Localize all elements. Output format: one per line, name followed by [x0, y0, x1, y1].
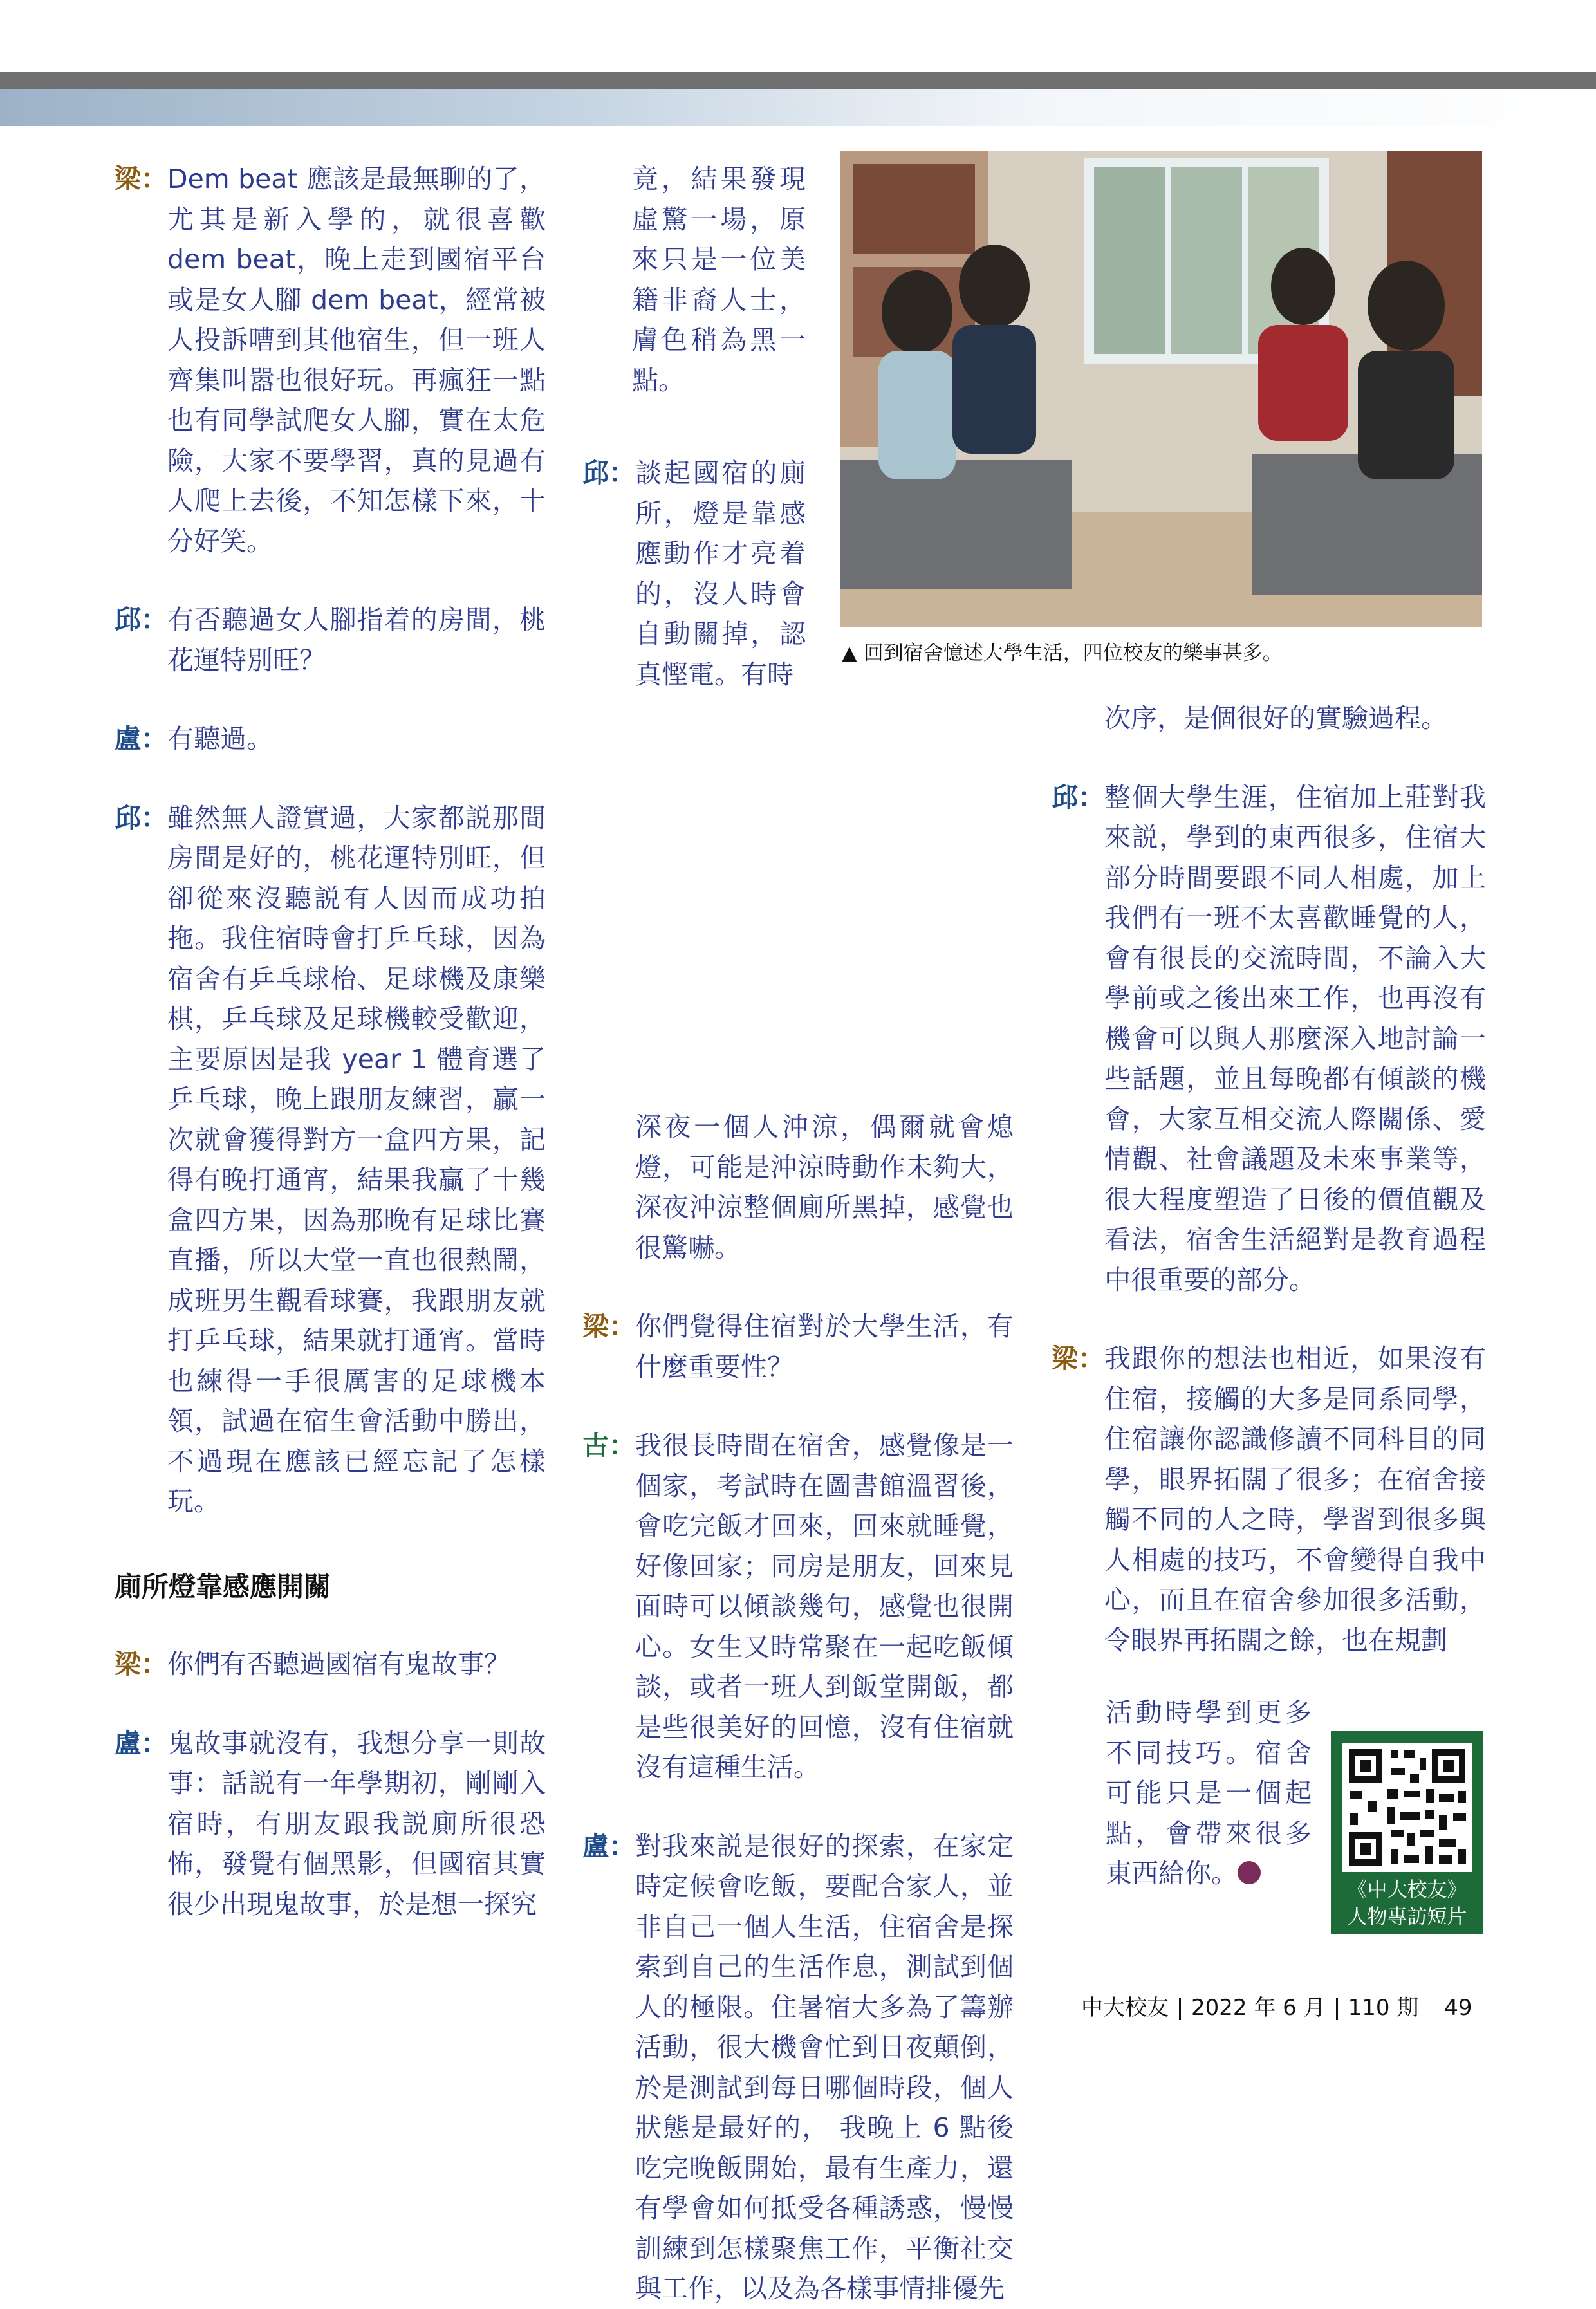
speaker-liang: 梁：: [1052, 1343, 1104, 1374]
dialogue-entry: [1052, 777, 1486, 1301]
dialogue-entry: [1052, 698, 1486, 739]
qr-panel[interactable]: [1331, 1731, 1483, 1934]
qr-code-icon[interactable]: [1342, 1743, 1472, 1872]
page-number: 49: [1444, 1995, 1472, 2021]
dialogue-text: 雖然無人證實過，大家都説那間房間是好的，桃花運特別旺，但卻從來沒聽説有人因而成功拍拖。我住宿時會打乒乓球，因為宿舍有乒乓球枱、足球機及康樂棋，乒乓球及足球機較受歡迎，主要原因是我 year 1 體育選了乒乓球，晚上跟朋友練習，贏一次就會獲得對方一盒四方果，記得有晚打通宵，結果我贏了十幾盒四方果，因為那晚有足球比賽直播，所以大堂一直也很熱鬧，成班男生觀看球賽，我跟朋友就打乒乓球，結果就打通宵。當時也練得一手很厲害的足球機本領，試過在宿生會活動中勝出，不過現在應該已經忘記了怎樣玩。: [167, 802, 546, 1517]
dialogue-entry: [115, 600, 546, 680]
page-footer: [1081, 1993, 1472, 2023]
qr-caption-line: 人物專訪短片: [1347, 1906, 1467, 1929]
dialogue-text: 深夜一個人沖涼，偶爾就會熄燈，可能是沖涼時動作未夠大，深夜沖涼整個廁所黑掉，感覺也很驚嚇。: [635, 1111, 1014, 1263]
column-left: [115, 159, 546, 1924]
dialogue-entry: [115, 1644, 546, 1685]
dialogue-text: 次序，是個很好的實驗過程。: [1104, 703, 1447, 734]
column-middle-qiu: [582, 453, 806, 694]
qr-caption-line: 《中大校友》: [1347, 1878, 1467, 1902]
column-middle: [582, 1107, 1014, 2309]
qr-caption: [1331, 1877, 1483, 1931]
dialogue-entry: [115, 798, 546, 1522]
dialogue-entry: [115, 159, 546, 561]
column-middle-top: [632, 159, 806, 400]
dialogue-text: 活動時學到更多不同技巧。宿舍可能只是一個起點，會帶來很多東西給你。: [1106, 1697, 1312, 1889]
dialogue-text: 鬼故事就沒有，我想分享一則故事：話説有一年學期初，剛剛入宿時，有朋友跟我説廁所很恐怖，發覺有個黑影，但國宿其實很少出現鬼故事，於是想一探究: [167, 1727, 546, 1920]
speaker-lu: 盧：: [115, 1727, 167, 1759]
speaker-gu: 古：: [582, 1430, 635, 1461]
dialogue-text: 你們覺得住宿對於大學生活，有什麼重要性？: [635, 1311, 1014, 1382]
column-right: [1052, 698, 1486, 1660]
speaker-liang: 梁：: [582, 1311, 635, 1342]
dialogue-text: 我很長時間在宿舍，感覺像是一個家，考試時在圖書館溫習後，會吃完飯才回來，回來就睡覺，好像回家；同房是朋友，回來見面時可以傾談幾句，感覺也很開心。女生又時常聚在一起吃飯傾談，或者一班人到飯堂開飯，都是些很美好的回憶，沒有住宿就沒有這種生活。: [635, 1430, 1014, 1783]
header-gradient-band: [0, 89, 1596, 126]
speaker-qiu: 邱：: [115, 604, 167, 635]
dialogue-text: 有聽過。: [167, 723, 273, 754]
dormitory-photo: [840, 151, 1482, 627]
speaker-lu: 盧：: [582, 1830, 635, 1862]
dialogue-entry: [115, 719, 546, 759]
dialogue-entry: [582, 453, 806, 694]
dialogue-text: 你們有否聽過國宿有鬼故事？: [167, 1649, 510, 1680]
footer-divider: [1336, 1998, 1338, 2020]
speaker-qiu: 邱：: [1052, 781, 1104, 813]
magazine-name: 中大校友: [1081, 1995, 1169, 2021]
speaker-qiu: 邱：: [115, 802, 167, 833]
dialogue-entry: [582, 1306, 1014, 1387]
speaker-qiu: 邱：: [582, 458, 635, 488]
speaker-liang: 梁：: [115, 163, 167, 194]
dialogue-text: 有否聽過女人腳指着的房間，桃花運特別旺？: [167, 604, 546, 676]
dialogue-entry: [582, 1826, 1014, 2309]
footer-divider: [1179, 1998, 1181, 2020]
dialogue-entry: [1052, 1339, 1486, 1660]
dialogue-entry: [115, 1723, 546, 1925]
photo-illustration: [840, 151, 1482, 627]
dialogue-text: Dem beat 應該是最無聊的了，尤其是新入學的，就很喜歡 dem beat，晚上走到國宿平台或是女人腳 dem beat，經常被人投訴嘈到其他宿生，但一班人齊集叫嚣也很好玩。再瘋狂一點也有同學試爬女人腳，實在太危險，大家不要學習，真的見過有人爬上去後，不知怎樣下來，十分好笑。: [167, 163, 546, 557]
dialogue-text: 我跟你的想法也相近，如果沒有住宿，接觸的大多是同系同學，住宿讓你認識修讀不同科目的同學，眼界拓闊了很多；在宿舍接觸不同的人之時，學習到很多與人相處的技巧，不會變得自我中心，而且在宿舍參加很多活動，令眼界再拓闊之餘，也在規劃: [1104, 1343, 1486, 1656]
issue-date: 2022 年 6 月: [1191, 1995, 1326, 2021]
dialogue-text: 對我來説是很好的探索，在家定時定候會吃飯，要配合家人，並非自己一個人生活，住宿舍是探索到自己的生活作息，測試到個人的極限。住暑宿大多為了籌辦活動，很大機會忙到日夜顛倒，於是測試到每日哪個時段，個人狀態是最好的， 我晚上 6 點後吃完晚飯開始，最有生產力，還有學會如何抵受各種誘惑，慢慢訓練到怎樣聚焦工作，平衡社交與工作，以及為各樣事情排優先: [635, 1830, 1014, 2304]
dialogue-entry: [582, 1425, 1014, 1788]
dialogue-text: 整個大學生涯，住宿加上莊對我來説，學到的東西很多，住宿大部分時間要跟不同人相處，加上我們有一班不太喜歡睡覺的人，會有很長的交流時間，不論入大學前或之後出來工作，也再沒有機會可以與人那麼深入地討論一些話題，並且每晚都有傾談的機會，大家互相交流人際關係、愛情觀、社會議題及未來事業等，很大程度塑造了日後的價值觀及看法，宿舍生活絕對是教育過程中很重要的部分。: [1104, 781, 1486, 1295]
speaker-lu: 盧：: [115, 723, 167, 754]
dialogue-text-tail: [1106, 1692, 1312, 1894]
dialogue-text: 竟，結果發現虛驚一場，原來只是一位美籍非裔人士，膚色稍為黑一點。: [632, 163, 806, 396]
dialogue-text: 談起國宿的廁所，燈是靠感應動作才亮着的，沒人時會自動關掉，認真慳電。有時: [635, 458, 806, 690]
end-mark-icon: [1238, 1861, 1261, 1884]
issue-number: 110 期: [1348, 1995, 1419, 2021]
speaker-liang: 梁：: [115, 1649, 167, 1680]
section-heading: 廁所燈靠感應開關: [115, 1570, 331, 1602]
photo-caption: ▲ 回到宿舍憶述大學生活，四位校友的樂事甚多。: [842, 642, 1283, 665]
header-bar: [0, 72, 1596, 89]
dialogue-entry: [582, 1107, 1014, 1268]
